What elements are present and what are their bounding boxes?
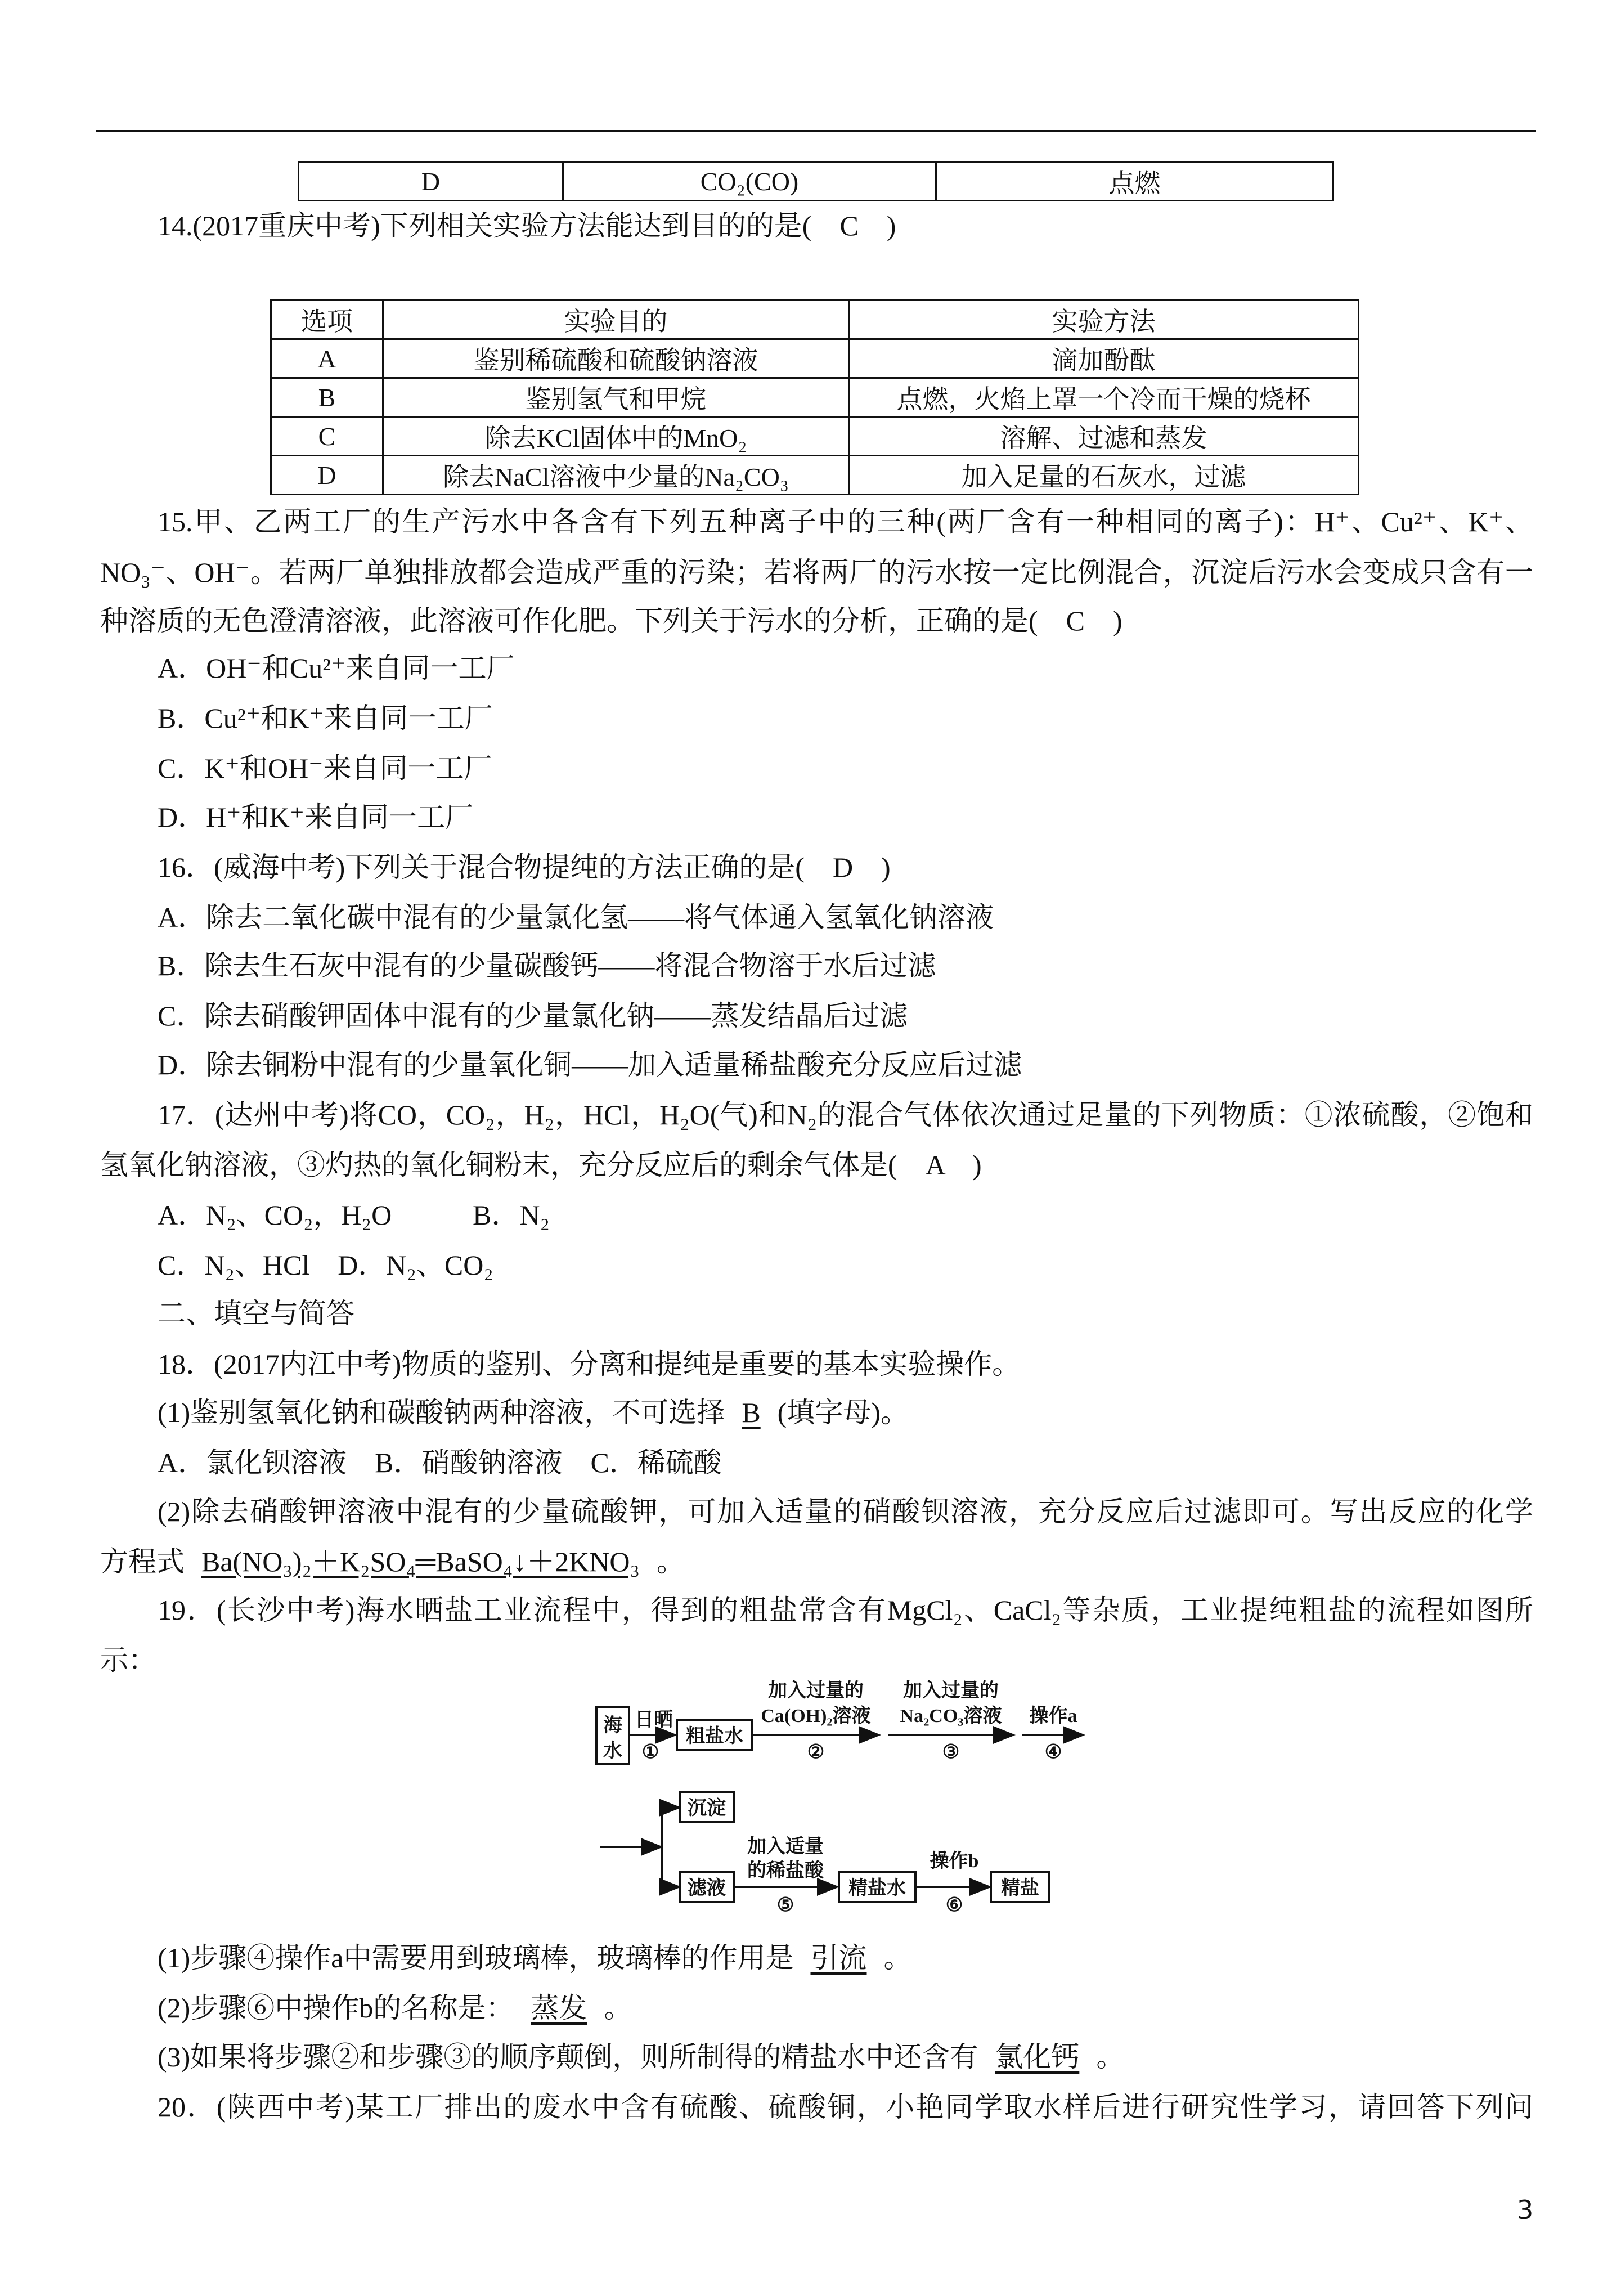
flow-label: 加入过量的 [903,1680,999,1701]
flow-label: 粗盐水 [686,1726,743,1747]
text: (填字母)。 [777,1397,909,1428]
header-cell: 选项 [271,301,383,339]
q15-option: B．Cu²⁺和K⁺来自同一工厂 [158,702,493,734]
q16-option: A．除去二氧化碳中混有的少量氯化氢——将气体通入氢氧化钠溶液 [158,902,994,933]
cell: 除去KCl固体中的MnO₂ [383,417,849,456]
text: 。 [604,1992,632,2024]
text: (1)鉴别氢氧化钠和碳酸钠两种溶液，不可选择 [158,1397,725,1428]
cell: 加入足量的石灰水，过滤 [849,456,1359,495]
cell: D [271,456,383,495]
flow-label: 的稀盐酸 [747,1860,824,1881]
q19-line: 示： [100,1644,156,1676]
q17-line: 氢氧化钠溶液，③灼热的氧化铜粉末，充分反应后的剩余气体是( A ) [100,1149,982,1181]
flow-label: 海 [603,1715,622,1736]
cell: 点燃 [936,162,1333,201]
flow-label: 水 [603,1741,622,1761]
q19-sub1 [158,1941,912,1975]
step-number: ④ [1044,1742,1062,1763]
flow-label: 操作b [930,1851,979,1872]
flow-label: Ca(OH)₂溶液 [761,1706,871,1727]
q15-option: C．K⁺和OH⁻来自同一工厂 [158,752,492,784]
question-14: 14.(2017重庆中考)下列相关实验方法能达到目的的是( C ) [158,210,896,241]
flow-label: 操作a [1029,1706,1077,1727]
flow-label: 滤液 [688,1878,726,1899]
question-16: 16．(威海中考)下列关于混合物提纯的方法正确的是( D ) [158,851,891,883]
cell: 除去NaCl溶液中少量的Na₂CO₃ [383,456,849,495]
q15-line: NO₃⁻、OH⁻。若两厂单独排放都会造成严重的污染；若将两厂的污水按一定比例混合，沉淀后污水会变成只含有一 [100,557,1533,588]
flow-label: 沉淀 [688,1798,726,1819]
step-number: ⑥ [945,1895,963,1916]
q17-option: B．N₂ [473,1199,550,1231]
cell: CO₂(CO) [563,162,936,201]
q16-option: C．除去硝酸钾固体中混有的少量氯化钠——蒸发结晶后过滤 [158,1000,908,1032]
answer: 蒸发 [531,1992,587,2024]
q18-options: A．氯化钡溶液 B．硝酸钠溶液 C．稀硫酸 [158,1447,722,1478]
text: (1)步骤④操作a中需要用到玻璃棒，玻璃棒的作用是 [158,1942,794,1974]
header-cell: 实验目的 [383,301,849,339]
header-cell: 实验方法 [849,301,1359,339]
q18-part2: (2)除去硝酸钾溶液中混有的少量硫酸钾，可加入适量的硝酸钡溶液，充分反应后过滤即可。写出反应的化学 [158,1496,1533,1527]
q20-line: 20．(陕西中考)某工厂排出的废水中含有硫酸、硫酸铜，小艳同学取水样后进行研究性学习，请回答下列问 [158,2091,1533,2123]
q17-option: A．N₂、CO₂，H₂O [158,1199,392,1231]
q15-line: 15.甲、乙两工厂的生产污水中各含有下列五种离子中的三种(两厂含有一种相同的离子)：H⁺、Cu²⁺、K⁺、 [158,506,1533,537]
q19-sub3 [158,2040,1124,2074]
step-number: ① [641,1742,659,1763]
q16-option: B．除去生石灰中混有的少量碳酸钙——将混合物溶于水后过滤 [158,950,936,981]
text: 方程式 [100,1546,185,1577]
step-number: ⑤ [776,1895,794,1916]
step-number: ② [807,1742,825,1763]
cell: 点燃，火焰上罩一个冷而干燥的烧杯 [849,378,1359,417]
answer: B [742,1397,761,1428]
text: (2)步骤⑥中操作b的名称是： [158,1992,514,2024]
question-18: 18．(2017内江中考)物质的鉴别、分离和提纯是重要的基本实验操作。 [158,1348,1021,1380]
step-number: ③ [942,1742,960,1763]
cell: B [271,378,383,417]
text: (3)如果将步骤②和步骤③的顺序颠倒，则所制得的精盐水中还含有 [158,2041,978,2073]
text: 。 [1096,2041,1125,2073]
cell: 溶解、过滤和蒸发 [849,417,1359,456]
flow-label: 加入过量的 [768,1680,864,1701]
q15-option: D．H⁺和K⁺来自同一工厂 [158,801,474,833]
text: 。 [656,1546,685,1577]
q19-sub2 [158,1991,632,2025]
q19-line: 19．(长沙中考)海水晒盐工业流程中，得到的粗盐常含有MgCl₂、CaCl₂等杂质，工业提纯粗盐的流程如图所 [158,1594,1533,1626]
flow-label: 加入适量 [747,1836,824,1857]
cell: C [271,417,383,456]
q15-option: A．OH⁻和Cu²⁺来自同一工厂 [158,652,515,684]
answer: 引流 [810,1942,867,1974]
q16-option: D．除去铜粉中混有的少量氧化铜——加入适量稀盐酸充分反应后过滤 [158,1049,1022,1080]
cell: 滴加酚酞 [849,339,1359,378]
cell: 鉴别氢气和甲烷 [383,378,849,417]
answer: 氯化钙 [995,2041,1080,2073]
flow-label: 精盐水 [848,1878,906,1899]
q15-line: 种溶质的无色澄清溶液，此溶液可作化肥。下列关于污水的分析，正确的是( C ) [100,605,1122,636]
cell: D [299,162,563,201]
q17-line: 17．(达州中考)将CO，CO₂，H₂，HCl，H₂O(气)和N₂的混合气体依次通过足量的下列物质：①浓硫酸，②饱和 [158,1099,1533,1131]
text: 。 [883,1942,912,1974]
q17-option: C．N₂、HCl D．N₂、CO₂ [158,1249,493,1281]
answer: Ba(NO₃)₂＋K₂SO₄═BaSO₄↓＋2KNO₃ [201,1546,640,1577]
cell: 鉴别稀硫酸和硫酸钠溶液 [383,339,849,378]
cell: A [271,339,383,378]
page-number: 3 [1517,2195,1534,2225]
section-heading: 二、填空与简答 [158,1298,354,1329]
flow-label: Na₂CO₃溶液 [900,1706,1002,1727]
flow-label: 日晒 [635,1710,673,1730]
flow-label: 精盐 [1001,1878,1039,1899]
